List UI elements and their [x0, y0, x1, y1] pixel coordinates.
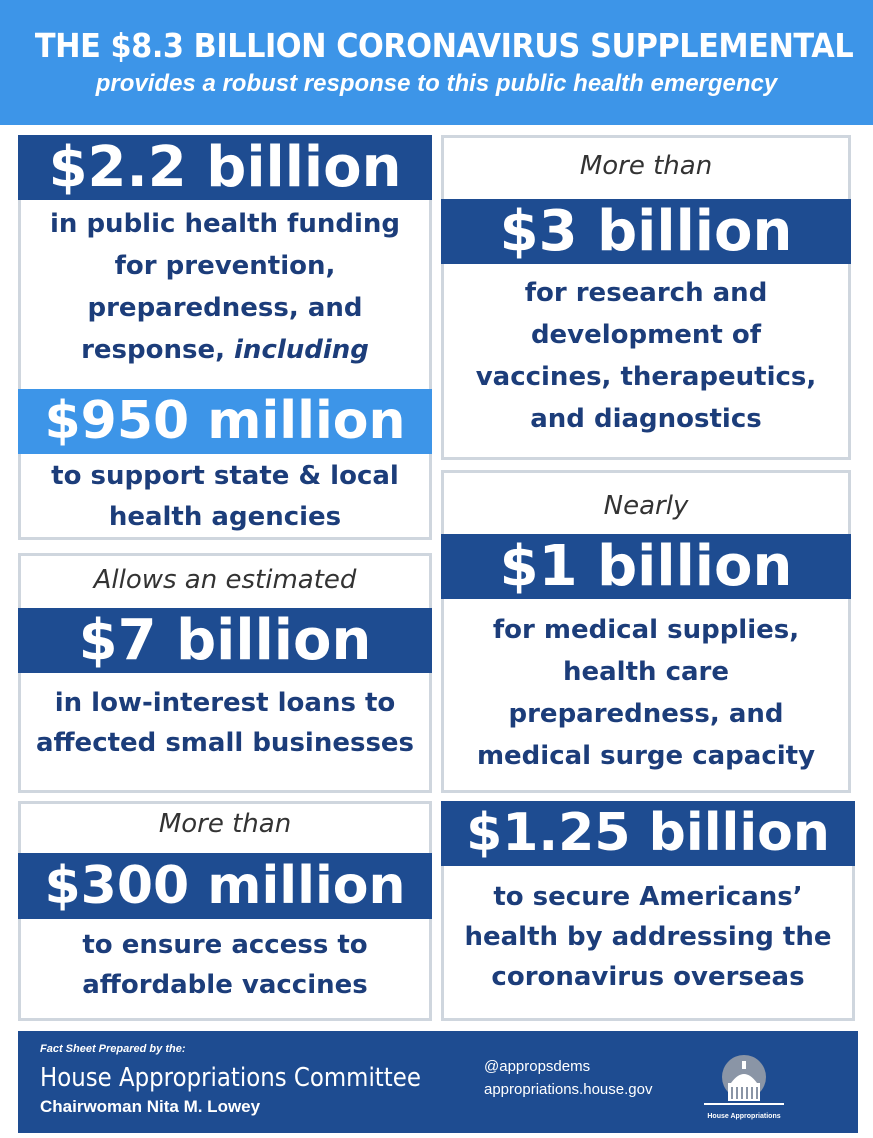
page-subtitle: provides a robust response to this public health emergency	[95, 70, 778, 97]
vaccines-line2: affordable vaccines	[82, 970, 368, 1000]
public-health-line1: in public health funding	[49, 209, 401, 239]
research-line3: vaccines, therapeutics,	[475, 362, 817, 392]
public-health-line4	[18, 329, 432, 371]
logo-label: House Appropriations	[707, 1113, 781, 1120]
website-link: appropriations.house.gov	[484, 1081, 653, 1098]
footer-banner	[18, 1031, 858, 1133]
amount-300-million: $300 million	[18, 853, 432, 919]
research-line1: for research and	[524, 278, 768, 308]
committee-name: House Appropriations Committee	[40, 1063, 421, 1093]
supplies-line2: health care	[562, 657, 729, 687]
research-line2: development of	[530, 320, 762, 350]
page-title: THE $8.3 BILLION CORONAVIRUS SUPPLEMENTAL	[34, 26, 854, 65]
vaccines-line1: to ensure access to	[82, 930, 368, 960]
loans-prefix: Allows an estimated	[93, 565, 357, 595]
overseas-line1: to secure Americans’	[493, 882, 803, 912]
amount-950-million: $950 million	[18, 389, 432, 454]
public-health-line2: for prevention,	[114, 251, 336, 281]
social-handle: @appropsdems	[484, 1058, 591, 1075]
prepared-by-label: Fact Sheet Prepared by the:	[40, 1043, 186, 1055]
public-health-line4-text: response,	[81, 335, 235, 365]
amount-1-25-billion: $1.25 billion	[441, 801, 855, 866]
state-local-line2: health agencies	[108, 502, 342, 532]
amount-1-billion: $1 billion	[441, 534, 851, 599]
amount-3-billion: $3 billion	[441, 199, 851, 264]
loans-line1: in low-interest loans to	[54, 688, 396, 718]
research-line4: and diagnostics	[530, 404, 762, 434]
public-health-including: including	[234, 335, 369, 365]
loans-line2: affected small businesses	[35, 728, 415, 758]
supplies-line4: medical surge capacity	[476, 741, 816, 771]
overseas-line2: health by addressing the	[464, 922, 832, 952]
header-banner	[0, 0, 873, 125]
public-health-line3: preparedness, and	[87, 293, 363, 323]
amount-7-billion: $7 billion	[18, 608, 432, 673]
chair-name: Chairwoman Nita M. Lowey	[40, 1097, 261, 1116]
supplies-line1: for medical supplies,	[492, 615, 800, 645]
vaccines-prefix: More than	[158, 809, 292, 839]
overseas-line3: coronavirus overseas	[491, 962, 805, 992]
supplies-line3: preparedness, and	[508, 699, 784, 729]
amount-2-2-billion: $2.2 billion	[18, 135, 432, 200]
supplies-prefix: Nearly	[603, 491, 689, 521]
research-prefix: More than	[579, 151, 713, 181]
state-local-line1: to support state & local	[51, 461, 399, 491]
